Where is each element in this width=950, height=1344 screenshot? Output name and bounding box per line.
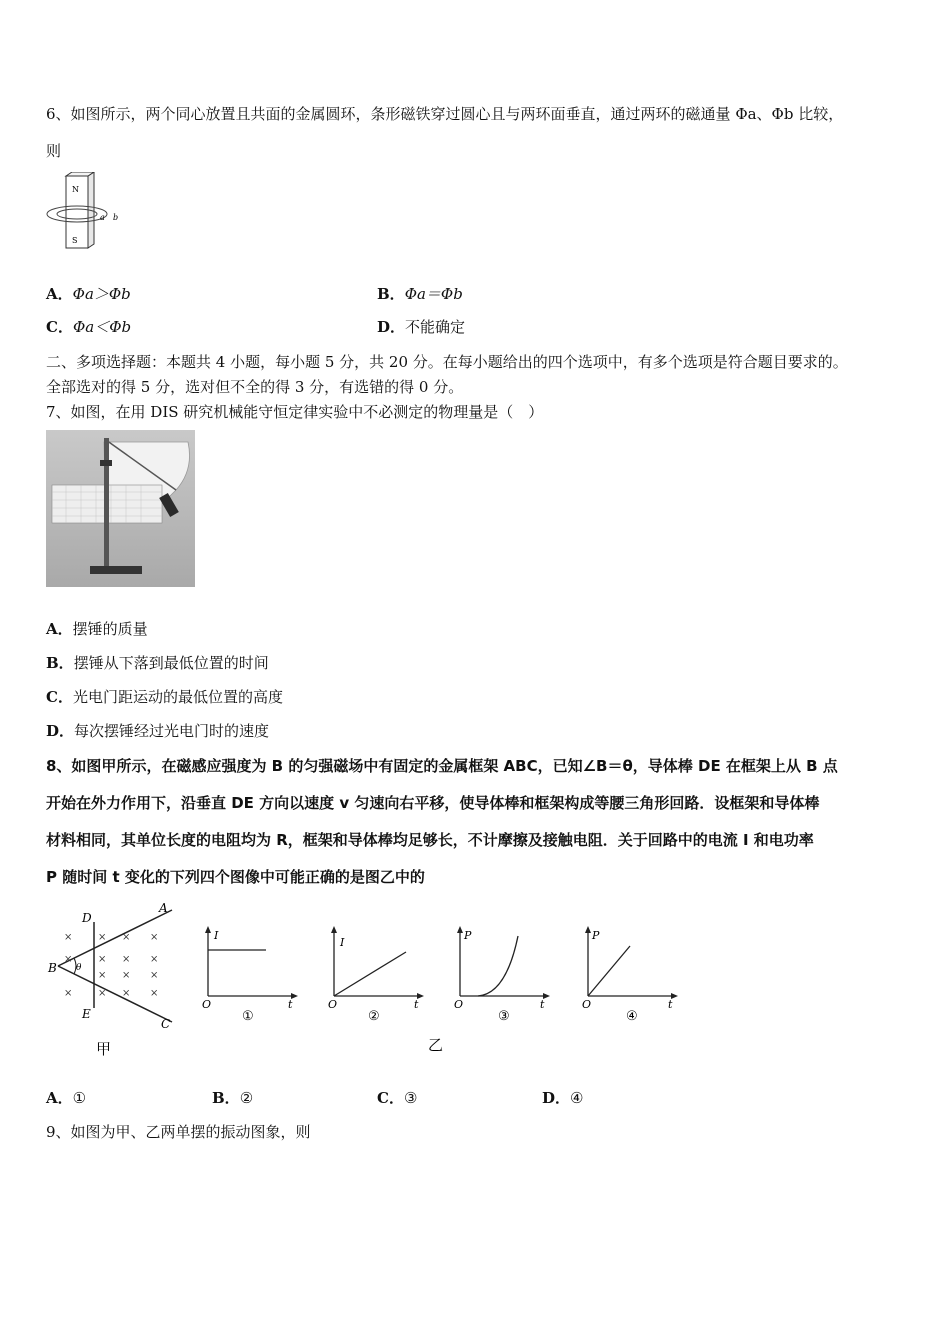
- magnet-n-label: N: [72, 185, 79, 194]
- section2-line2: 全部选对的得 5 分，选对但不全的得 3 分，有选错的得 0 分。: [46, 378, 464, 396]
- svg-text:×: ×: [150, 970, 159, 981]
- q6-option-d[interactable]: D．不能确定: [377, 318, 466, 336]
- svg-text:P: P: [592, 929, 600, 942]
- svg-text:×: ×: [98, 988, 107, 999]
- svg-text:P: P: [464, 929, 472, 942]
- svg-text:×: ×: [98, 970, 107, 981]
- point-a-label: A: [159, 901, 168, 915]
- graph-4: [582, 926, 678, 1024]
- svg-text:×: ×: [64, 932, 73, 943]
- figure-jia-caption: 甲: [96, 1040, 112, 1058]
- svg-text:②: ②: [368, 1009, 380, 1024]
- q8-stem-line4: P 随时间 t 变化的下列四个图像中可能正确的是图乙中的: [46, 868, 425, 886]
- angle-theta-label: θ: [76, 963, 82, 973]
- q8-option-c[interactable]: C．③: [377, 1089, 418, 1107]
- q8-option-d[interactable]: D．④: [542, 1089, 584, 1107]
- svg-text:×: ×: [122, 932, 131, 943]
- svg-text:×: ×: [98, 954, 107, 965]
- svg-text:t: t: [668, 998, 673, 1011]
- ring-b-label: b: [113, 213, 119, 222]
- svg-text:I: I: [340, 936, 345, 949]
- svg-text:×: ×: [122, 954, 131, 965]
- q8-stem-line3: 材料相同，其单位长度的电阻均为 R，框架和导体棒均足够长，不计摩擦及接触电阻．关于回路中的电流 I 和电功率: [46, 831, 814, 849]
- svg-text:×: ×: [150, 954, 159, 965]
- q6-option-a[interactable]: A．Φa＞Φb: [46, 285, 131, 303]
- q7-option-b[interactable]: B．摆锤从下落到最低位置的时间: [46, 654, 269, 672]
- q6-option-c[interactable]: C．Φa＜Φb: [46, 318, 132, 336]
- q7-option-d[interactable]: D．每次摆锤经过光电门时的速度: [46, 722, 270, 740]
- graph-2: [328, 926, 424, 1024]
- q8-stem-line2: 开始在外力作用下，沿垂直 DE 方向以速度 v 匀速向右平移，使导体棒和框架构成等腰三角形回路．设框架和导体棒: [46, 794, 820, 812]
- q7-option-a[interactable]: A．摆锤的质量: [46, 620, 148, 638]
- q6-option-b[interactable]: B．Φa＝Φb: [377, 285, 463, 303]
- magnet-s-label: S: [72, 236, 78, 245]
- point-c-label: C: [161, 1017, 171, 1031]
- point-d-label: D: [82, 911, 92, 925]
- q6-stem-line1: 6、如图所示，两个同心放置且共面的金属圆环，条形磁铁穿过圆心且与两环面垂直，通过两环的磁通量 Φa、Φb 比较，: [46, 105, 844, 123]
- svg-text:×: ×: [64, 954, 73, 965]
- svg-text:O: O: [582, 998, 592, 1011]
- figure-yi-caption: 乙: [428, 1036, 444, 1054]
- section2-line1: 二、多项选择题：本题共 4 小题，每小题 5 分，共 20 分。在每小题给出的四个选项中，有多个选项是符合题目要求的。: [46, 353, 848, 371]
- q9-stem: 9、如图为甲、乙两单摆的振动图象，则: [46, 1123, 311, 1141]
- svg-text:t: t: [414, 998, 419, 1011]
- svg-text:t: t: [288, 998, 293, 1011]
- point-e-label: E: [82, 1007, 91, 1021]
- q8-option-a[interactable]: A．①: [46, 1089, 87, 1107]
- svg-text:④: ④: [626, 1009, 638, 1024]
- q8-stem-line1: 8、如图甲所示，在磁感应强度为 B 的匀强磁场中有固定的金属框架 ABC，已知∠B＝θ，导体棒 DE 在框架上从 B 点: [46, 757, 838, 775]
- svg-text:t: t: [540, 998, 545, 1011]
- q6-stem-line2: 则: [46, 142, 62, 160]
- graph-3: [454, 926, 550, 1024]
- point-b-label: B: [48, 961, 57, 975]
- svg-text:O: O: [202, 998, 212, 1011]
- graph-1: [202, 926, 298, 1024]
- svg-text:O: O: [454, 998, 464, 1011]
- q7-option-c[interactable]: C．光电门距运动的最低位置的高度: [46, 688, 283, 706]
- svg-text:×: ×: [150, 988, 159, 999]
- q8-option-b[interactable]: B．②: [212, 1089, 254, 1107]
- q6-magnet-figure: [44, 172, 134, 252]
- svg-text:O: O: [328, 998, 338, 1011]
- svg-text:×: ×: [122, 970, 131, 981]
- q8-figure-jia: [46, 900, 186, 1060]
- svg-text:③: ③: [498, 1009, 510, 1024]
- q7-stem: 7、如图，在用 DIS 研究机械能守恒定律实验中不必测定的物理量是（ ）: [46, 403, 544, 421]
- svg-text:I: I: [214, 929, 219, 942]
- svg-text:×: ×: [64, 988, 73, 999]
- svg-text:×: ×: [150, 932, 159, 943]
- svg-text:×: ×: [122, 988, 131, 999]
- ring-a-label: a: [100, 213, 105, 222]
- svg-text:×: ×: [98, 932, 107, 943]
- svg-text:①: ①: [242, 1009, 254, 1024]
- dis-apparatus-photo: [46, 430, 195, 587]
- q8-figure-yi: [196, 924, 686, 1054]
